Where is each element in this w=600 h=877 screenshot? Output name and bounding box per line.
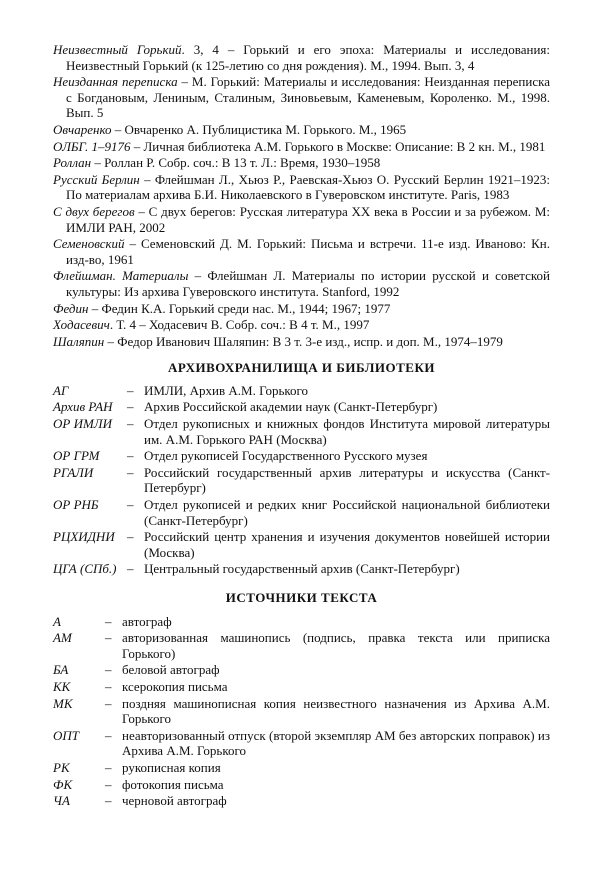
archive-row xyxy=(53,497,550,528)
source-row xyxy=(53,614,550,630)
literature-entry xyxy=(53,42,550,73)
literature-entry xyxy=(53,139,550,155)
literature-entry xyxy=(53,122,550,138)
dash: – xyxy=(127,561,134,577)
entry-key: Овчаренко xyxy=(53,121,112,137)
archive-abbr: Архив РАН xyxy=(53,399,113,415)
source-row xyxy=(53,760,550,776)
entry-text: . 3, 4 – Горький и его эпоха: Материалы и исследования: Неизвестный Горький (к 125-летию со дня рождения). М., 1994. Вып. 3, 4 xyxy=(66,42,551,73)
source-def: авторизованная машинопись (подпись, правка текста или приписка Горького) xyxy=(122,630,550,661)
entry-text: – М. Горький: Материалы и исследования: Неизданная переписка с Богдановым, Лениным, Сталиным, Зиновьевым, Каменевым, Короленко. М., 1998. Вып. 5 xyxy=(66,74,550,121)
entry-text: – Флейшман Л., Хьюз Р., Раевская-Хьюз О. Русский Берлин 1921–1923: По материалам архива Б.И. Николаевского в Гуверовском институте. Paris, 1983 xyxy=(66,171,550,203)
literature-entry xyxy=(53,317,550,333)
dash: – xyxy=(127,464,134,480)
source-row xyxy=(53,728,550,759)
archive-row xyxy=(53,561,550,577)
dash: – xyxy=(105,695,112,711)
source-def: беловой автограф xyxy=(122,662,220,678)
archive-def: Российский центр хранения и изучения документов новейшей истории (Москва) xyxy=(144,529,550,560)
source-def: поздняя машинописная копия неизвестного назначения из Архива А.М. Горького xyxy=(122,695,550,727)
source-abbr: МК xyxy=(53,695,73,711)
entry-key: Шаляпин xyxy=(53,333,105,349)
source-abbr: АМ xyxy=(53,630,72,646)
source-def: черновой автограф xyxy=(122,793,227,809)
archive-def: Отдел рукописных и книжных фондов Института мировой литературы им. А.М. Горького РАН (Москва) xyxy=(144,416,550,447)
archive-abbr: ОР ГРМ xyxy=(53,448,100,464)
dash: – xyxy=(105,613,112,629)
entry-text: . Т. 4 – Ходасевич В. Собр. соч.: В 4 т. М., 1997 xyxy=(109,317,370,333)
entry-text: – Федор Иванович Шаляпин: В 3 т. 3-е изд., испр. и доп. М., 1974–1979 xyxy=(104,333,503,349)
source-row xyxy=(53,696,550,727)
document-page xyxy=(53,42,550,810)
literature-entry xyxy=(53,204,550,235)
archive-abbr: ЦГА (СПб.) xyxy=(53,561,117,577)
source-def: ксерокопия письма xyxy=(122,678,228,694)
sources-heading: ИСТОЧНИКИ ТЕКСТА xyxy=(225,590,378,605)
archive-row xyxy=(53,448,550,464)
archives-list xyxy=(53,383,550,577)
source-def: неавторизованный отпуск (второй экземпляр АМ без авторских поправок) из Архива А.М. Горького xyxy=(122,727,550,759)
source-abbr: БА xyxy=(53,662,69,678)
literature-entry xyxy=(53,236,550,267)
entry-key: Роллан xyxy=(53,155,92,171)
source-abbr: А xyxy=(53,613,61,629)
dash: – xyxy=(105,678,112,694)
archive-abbr: РГАЛИ xyxy=(53,464,94,480)
dash: – xyxy=(127,399,134,415)
source-abbr: ОПТ xyxy=(53,727,80,743)
archive-def: Центральный государственный архив (Санкт-Петербург) xyxy=(144,561,460,577)
dash: – xyxy=(105,630,112,646)
literature-entry xyxy=(53,301,550,317)
entry-text: – С двух берегов: Русская литература XX века в России и за рубежом. М: ИМЛИ РАН, 2002 xyxy=(66,203,551,235)
source-abbr: ЧА xyxy=(53,793,70,809)
literature-entry xyxy=(53,334,550,350)
dash: – xyxy=(105,776,112,792)
literature-entry xyxy=(53,74,550,121)
entry-key: Семеновский xyxy=(53,236,125,252)
dash: – xyxy=(127,382,134,398)
entry-text: – Семеновский Д. М. Горький: Письма и встречи. 11-е изд. Иваново: Кн. изд-во, 1961 xyxy=(66,236,550,267)
archive-def: Архив Российской академии наук (Санкт-Петербург) xyxy=(144,399,438,415)
archive-abbr: ОР РНБ xyxy=(53,497,99,513)
source-def: фотокопия письма xyxy=(122,776,224,792)
source-row xyxy=(53,777,550,793)
dash: – xyxy=(127,497,134,513)
dash: – xyxy=(105,727,112,743)
entry-key: Неизвестный Горький xyxy=(53,42,182,57)
dash: – xyxy=(127,529,134,545)
source-abbr: КК xyxy=(53,678,71,694)
archive-def: Отдел рукописей Государственного Русского музея xyxy=(144,448,428,464)
archive-abbr: РЦХИДНИ xyxy=(53,529,115,545)
dash: – xyxy=(105,793,112,809)
entry-key: Неизданная переписка xyxy=(53,74,178,90)
entry-key: Флейшман. Материалы xyxy=(53,268,189,284)
sources-list xyxy=(53,614,550,809)
source-def: рукописная копия xyxy=(122,759,221,775)
source-abbr: РК xyxy=(53,759,70,775)
archive-row xyxy=(53,399,550,415)
archive-def: Отдел рукописей и редких книг Российской национальной библиотеки (Санкт-Петербург) xyxy=(144,497,550,528)
dash: – xyxy=(127,416,134,432)
source-row xyxy=(53,630,550,661)
source-row xyxy=(53,679,550,695)
entry-key: Федин xyxy=(53,300,89,316)
archive-abbr: ОР ИМЛИ xyxy=(53,416,112,432)
archive-row xyxy=(53,383,550,399)
entry-key: Ходасевич xyxy=(53,317,110,333)
literature-entry xyxy=(53,172,550,203)
entry-text: – Роллан Р. Собр. соч.: В 13 т. Л.: Время, 1930–1958 xyxy=(91,155,381,171)
archive-row xyxy=(53,465,550,496)
entry-text: – Федин К.А. Горький среди нас. М., 1944; 1967; 1977 xyxy=(88,300,391,316)
source-row xyxy=(53,662,550,678)
dash: – xyxy=(105,759,112,775)
archive-row xyxy=(53,529,550,560)
archive-abbr: АГ xyxy=(53,382,69,398)
literature-entry xyxy=(53,155,550,171)
archive-row xyxy=(53,416,550,447)
dash: – xyxy=(105,662,112,678)
literature-list xyxy=(53,42,550,349)
source-abbr: ФК xyxy=(53,776,73,792)
archives-heading: АРХИВОХРАНИЛИЩА И БИБЛИОТЕКИ xyxy=(167,360,436,376)
source-row xyxy=(53,793,550,809)
archive-def: Российский государственный архив литературы и искусства (Санкт-Петербург) xyxy=(144,464,550,496)
dash: – xyxy=(127,448,134,464)
source-def: автограф xyxy=(122,613,172,629)
entry-text: – Флейшман Л. Материалы по истории русской и советской культуры: Из архива Гуверовского института. Stanford, 1992 xyxy=(66,268,550,299)
entry-text: – Личная библиотека А.М. Горького в Москве: Описание: В 2 кн. М., 1981 xyxy=(130,138,546,154)
entry-key: С двух берегов xyxy=(53,203,135,219)
entry-text: – Овчаренко А. Публицистика М. Горького. М., 1965 xyxy=(111,121,407,137)
literature-entry xyxy=(53,268,550,299)
archive-def: ИМЛИ, Архив А.М. Горького xyxy=(144,382,309,398)
entry-key: ОЛБГ. 1–9176 xyxy=(53,138,131,154)
entry-key: Русский Берлин xyxy=(53,171,140,187)
